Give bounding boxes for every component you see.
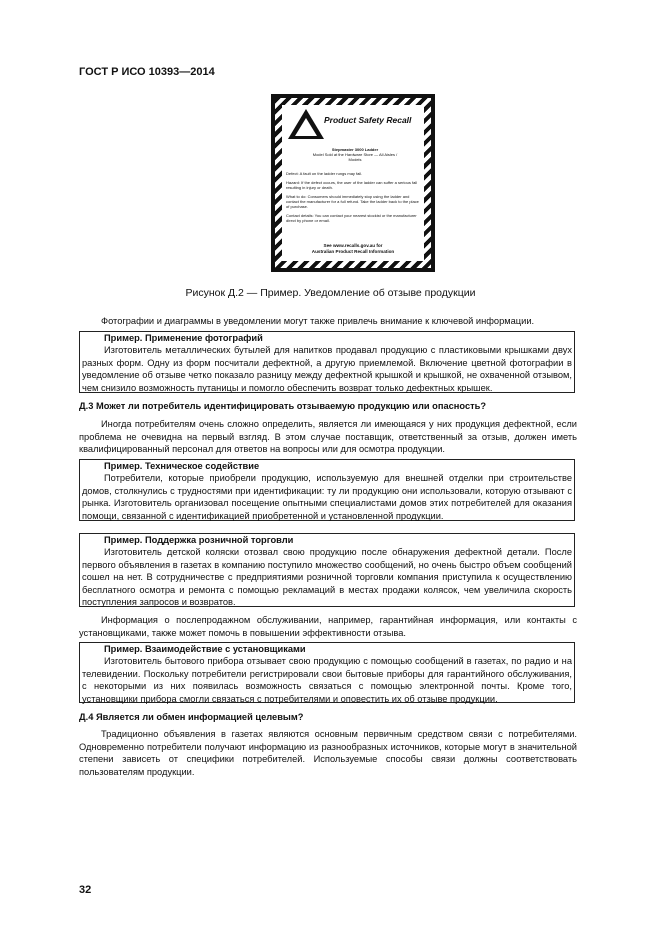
hazard-text: Hazard: If the defect occurs, the user of the ladder can suffer a serious fall resulting in injury or death. <box>286 180 418 190</box>
example-text: Изготовитель детской коляски отозвал свою продукцию после обнаружения дефектной детали. После первого объявления в газетах в компанию поступило множество сообщений, но очень быстро объем сообщений сошел на нет. В сотрудничестве с предприятиями розничной торговли компания приступила к осуществлению бесплатного осмотра и ремонта с помощью рекламаций в местах продажи колясок, чем увеличила скорость поступления запросов и возвратов. <box>82 547 572 607</box>
example-box-photos <box>79 331 575 393</box>
recall-notice-figure <box>271 94 435 272</box>
recall-notice-body <box>286 171 420 227</box>
example-text: Изготовитель бытового прибора отзывает свою продукцию с помощью сообщений в газетах, по радио и на телевидении. Поскольку потребители регистрировали свои бытовые приборы для гарантийного обслуживания, с некоторыми из них появилась возможность связаться с помощью электронной почты. Кроме того, установщики прибора смогли связаться с потребителями и оповестить их об отзыве продукции. <box>82 656 572 704</box>
example-title: Пример. Применение фотографий <box>104 333 263 343</box>
paragraph-photos: Фотографии и диаграммы в уведомлении могут также привлечь внимание к ключевой информации. <box>101 316 535 326</box>
example-text: Изготовитель металлических бутылей для напитков продавал продукцию с пластиковыми крышками двух разных форм. Одну из форм посчитали дефектной, а другую приемлемой. Включение цветной фотографии в уведомление об отзыве четко показало разницу между дефектной крышкой и крышкой, не охваченной отзывом, чем снизило возможность путаницы и помогло обеспечить возврат только дефектных крышек. <box>82 345 572 393</box>
document-header: ГОСТ Р ИСО 10393—2014 <box>79 66 215 78</box>
example-title: Пример. Взаимодействие с установщиками <box>104 644 306 654</box>
recall-product-name <box>310 147 400 162</box>
paragraph-targeted: Традиционно объявления в газетах являются основным первичным средством связи с потребителями. Одновременно потребители получают информацию из разнообразных источников, которые могут в значительной степени зависеть от специфики потребителей. Используемые способы связи должны соответствовать пользователям продукции. <box>79 729 577 777</box>
recall-notice-title: Product Safety Recall <box>324 115 412 125</box>
defect-text: Defect: A fault on the ladder rungs may fail. <box>286 171 363 176</box>
footer-line-2: Australian Product Recall Information <box>311 249 395 254</box>
paragraph-aftersales: Информация о послепродажном обслуживании, например, гарантийная информация, или контакты с установщиками, также может помочь в повышении эффективности отзыва. <box>79 615 577 638</box>
example-title: Пример. Техническое содействие <box>104 461 260 471</box>
warning-triangle-icon <box>286 107 326 141</box>
paragraph-identification: Иногда потребителям очень сложно определить, является ли имеющаяся у них продукция дефектной, если проблема не очевидна на первый взгляд. В этом случае поставщик, ответственный за отзыв, должен иметь квалифицированный персонал для ответов на вопросы или для осмотра продукции. <box>79 419 577 454</box>
section-heading-d3: Д.3 Может ли потребитель идентифицировать отзываемую продукцию или опасность? <box>79 401 487 411</box>
contact-text: Contact details: You can contact your nearest stockist or the manufacturer direct by phone or email. <box>286 213 417 223</box>
section-heading-d4: Д.4 Является ли обмен информацией целевым? <box>79 712 304 722</box>
recall-notice-footer <box>288 243 418 255</box>
product-name: Stepmaster 3000 Ladder <box>331 147 379 152</box>
example-text: Потребители, которые приобрели продукцию, используемую для внешней отделки при строительстве домов, столкнулись с трудностями при идентификации: ту ли продукцию они использовали, которую отзывают с рынка. Изготовитель организовал посещение опытными специалистами домов этих потребителей для оказания помощи, связанной с идентификацией приобретенной и установленной продукции. <box>82 473 572 521</box>
example-box-retail <box>79 533 575 607</box>
example-title: Пример. Поддержка розничной торговли <box>104 535 294 545</box>
figure-caption: Рисунок Д.2 — Пример. Уведомление об отзыве продукции <box>185 287 476 299</box>
page-number: 32 <box>79 884 92 896</box>
what-to-do-text: What to do: Consumers should immediately stop using the ladder and contact the manufacturer for a full refund. Take the ladder back to the place of purchase. <box>286 194 419 209</box>
footer-line-1: See www.recalls.gov.au for <box>323 243 383 248</box>
recall-notice-content <box>282 105 424 261</box>
example-box-technical <box>79 459 575 521</box>
product-details: Model Sold at the Hardware Store — All Aisles / Models <box>312 152 398 162</box>
example-box-installers <box>79 642 575 703</box>
